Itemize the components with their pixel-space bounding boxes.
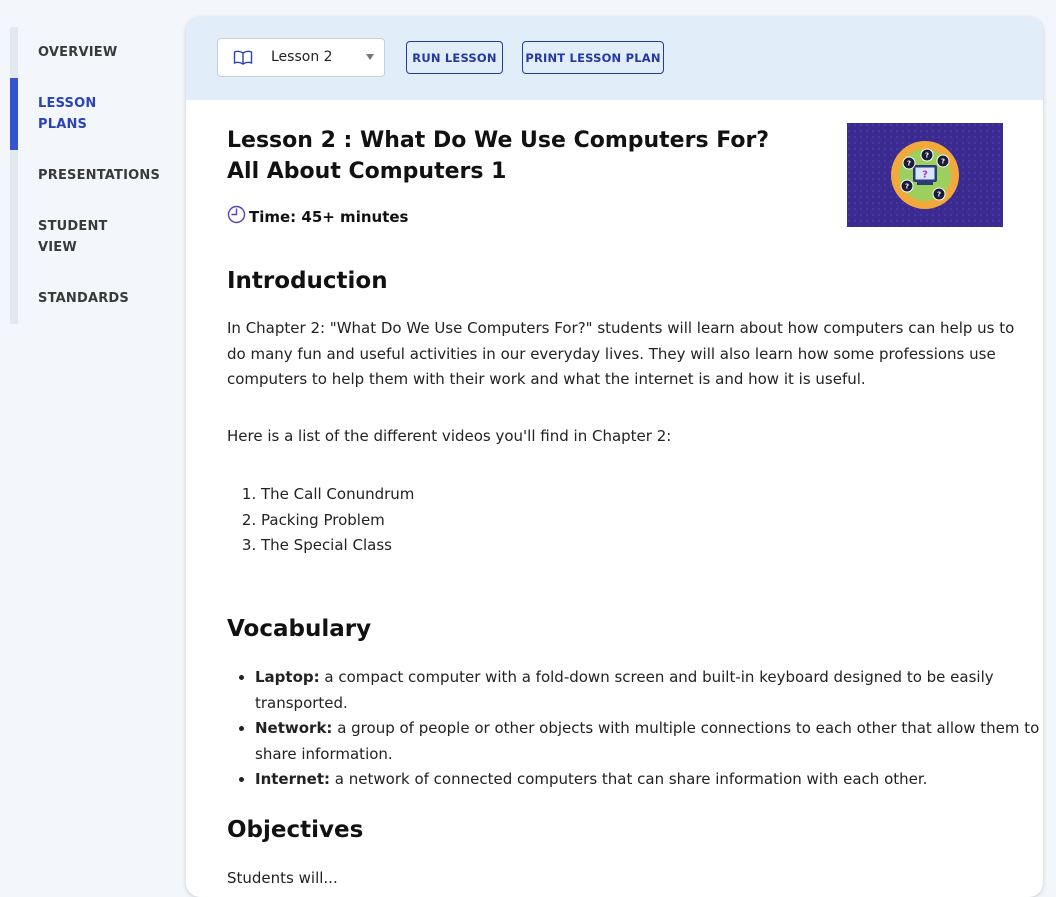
sidebar-item-presentations[interactable]: PRESENTATIONS [38, 168, 161, 183]
run-lesson-button[interactable]: RUN LESSON [406, 41, 503, 74]
video-list-intro: Here is a list of the different videos you'll find in Chapter 2: [227, 427, 672, 445]
vocab-item [255, 767, 1043, 793]
introduction-heading: Introduction [227, 268, 388, 294]
lesson-title: Lesson 2 : What Do We Use Computers For? [227, 128, 770, 153]
lesson-thumbnail [847, 123, 1003, 227]
vocab-item [255, 716, 1043, 767]
vocab-term: Laptop: [255, 668, 320, 686]
svg-text:?: ? [904, 182, 910, 191]
video-list [227, 482, 414, 559]
vocab-term: Internet: [255, 770, 331, 788]
sidebar-item-overview[interactable]: OVERVIEW [38, 45, 118, 60]
print-lesson-plan-button[interactable]: PRINT LESSON PLAN [522, 41, 664, 74]
sidebar-item-standards[interactable]: STANDARDS [38, 291, 129, 306]
vocab-definition: a compact computer with a fold-down screen and built-in keyboard designed to be easily transported. [255, 668, 994, 712]
vocabulary-heading: Vocabulary [227, 616, 372, 642]
lesson-plan-card [186, 17, 1043, 897]
vocab-item [255, 665, 1043, 716]
sidebar-track [10, 27, 18, 324]
list-item: 3. The Special Class [261, 533, 414, 559]
sidebar-item-student-view[interactable]: STUDENT VIEW [38, 219, 108, 255]
vocab-definition: a group of people or other objects with multiple connections to each other that allow them to share information. [255, 719, 1040, 763]
chevron-down-icon [366, 54, 374, 60]
sidebar-item-lesson-plans[interactable]: LESSON PLANS [38, 96, 97, 132]
sidebar-nav [10, 27, 180, 324]
list-item: 1. The Call Conundrum [261, 482, 414, 508]
vocabulary-list [227, 665, 1043, 793]
page-title [227, 125, 807, 187]
clock-icon [227, 205, 246, 228]
objectives-intro: Students will... [227, 869, 338, 887]
vocab-term: Network: [255, 719, 333, 737]
svg-text:?: ? [922, 169, 928, 181]
svg-text:?: ? [924, 151, 930, 160]
lesson-toolbar [186, 17, 1043, 100]
time-label: Time: 45+ minutes [249, 207, 409, 226]
svg-text:?: ? [940, 157, 946, 166]
svg-text:?: ? [906, 159, 912, 168]
book-icon [233, 50, 253, 69]
lesson-select[interactable] [217, 38, 385, 77]
list-item: 2. Packing Problem [261, 508, 414, 534]
objectives-heading: Objectives [227, 817, 364, 843]
svg-text:?: ? [936, 190, 942, 199]
introduction-paragraph: In Chapter 2: "What Do We Use Computers For?" students will learn about how computers can help us to do many fun and useful activities in our everyday lives. They will also learn how some professions use computers to help them with their work and what the internet is and how it is useful. [227, 319, 1015, 388]
lesson-time [227, 205, 408, 228]
lesson-subtitle: All About Computers 1 [227, 159, 507, 184]
computer-question-icon [847, 123, 1003, 227]
active-nav-marker [10, 78, 18, 150]
lesson-select-value: Lesson 2 [271, 49, 333, 65]
vocab-definition: a network of connected computers that can share information with each other. [330, 770, 928, 788]
